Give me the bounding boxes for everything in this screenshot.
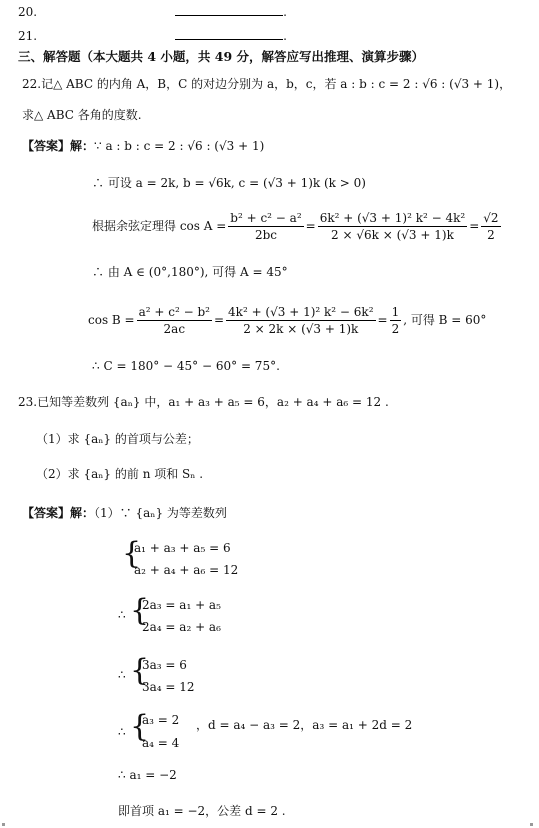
cosB-fraction-3 <box>390 305 402 336</box>
therefore-symbol: ∴ <box>118 725 126 739</box>
section-heading: 三、解答题（本大题共 4 小题，共 49 分，解答应写出推理、演算步骤） <box>18 49 425 64</box>
cosA-f2-den: 2 × √6k × (√3 + 1)k <box>331 227 454 242</box>
answer-blank-21 <box>175 28 283 40</box>
q22-angle-A: ∴ 由 A ∈ (0°,180°), 可得 A = 45° <box>92 265 288 279</box>
system1-eq1: a₁ + a₃ + a₅ = 6 <box>134 541 231 555</box>
system4-eq2: a₄ = 4 <box>142 736 180 750</box>
page-corner-mark <box>2 823 5 826</box>
cosB-prefix: cos B = <box>88 313 135 327</box>
system1-eq2: a₂ + a₄ + a₆ = 12 <box>134 563 239 577</box>
cosA-f3-num: √2 <box>483 210 499 225</box>
system4-eq1: a₃ = 2 <box>142 713 180 727</box>
q23-statement: 23.已知等差数列 {aₙ} 中，a₁ + a₃ + a₅ = 6，a₂ + a₄ + a₆ = 12 . <box>18 395 389 409</box>
answer-label: 【答案】解： <box>22 506 95 520</box>
q22-answer-line1 <box>22 138 264 154</box>
cosA-f3-den: 2 <box>487 227 495 242</box>
page-corner-mark <box>530 823 533 826</box>
cosA-fraction-2 <box>318 211 467 242</box>
question-21-number: 21. <box>18 29 38 43</box>
q22-cosB-equation: cos B = $\frac{\text{a² + c² − b²}}{2ac}$ = $\frac{\text{4k² + (√3 + 1)² k² − 6k²}}{2 \times 2k \times (√3 + 1)k}$ = $\frac{1}{2}$ , 可得 B = 60° <box>88 304 487 336</box>
q22-angle-C: ∴ C = 180° − 45° − 60° = 75°. <box>92 359 280 373</box>
cosA-f1-den: 2bc <box>254 227 277 242</box>
system-brace-1: { <box>122 536 142 571</box>
system2-eq2: 2a₄ = a₂ + a₆ <box>142 620 221 634</box>
question-20-line: 20. . <box>18 5 287 19</box>
question-21-line: 21. . <box>18 29 287 43</box>
cosB-fraction-1 <box>137 305 212 336</box>
cosB-f1-den: 2ac <box>163 321 186 336</box>
cosA-fraction-3 <box>481 211 500 242</box>
cosA-f1-num: b² + c² − a² <box>230 210 302 225</box>
q23-part-2: （2）求 {aₙ} 的前 n 项和 Sₙ . <box>36 467 204 481</box>
system4-suffix: ，d = a₄ − a₃ = 2，a₃ = a₁ + 2d = 2 <box>196 718 413 732</box>
system-brace-3: { <box>130 653 150 688</box>
q22-cosA-equation: 根据余弦定理得 cos A = $\frac{\text{b² + c² − a²}}{2bc}$ = $\frac{\text{6k² + (√3 + 1)² k² − 4k²}}{2 \times √6k \times (√3 + 1)k}$ = $\frac{√2}{2}$ <box>92 210 499 242</box>
q23-a1-result: ∴ a₁ = −2 <box>118 768 177 782</box>
system-brace-4: { <box>130 709 150 744</box>
therefore-symbol: ∴ <box>118 668 126 682</box>
q23-intro-text: （1）∵ {aₙ} 为等差数列 <box>94 506 227 520</box>
cosB-f3-num: 1 <box>391 304 400 319</box>
q22-statement-line2: 求△ ABC 各角的度数. <box>22 108 142 122</box>
therefore-symbol: ∴ <box>118 608 126 622</box>
q22-answer-substitution: ∴ 可设 a = 2k, b = √6k, c = (√3 + 1)k (k > 0) <box>92 176 366 190</box>
q23-part-1: （1）求 {aₙ} 的首项与公差； <box>36 432 199 446</box>
cosB-f1-num: a² + c² − b² <box>138 304 210 319</box>
q23-answer-intro <box>22 505 227 521</box>
q23-final-answer: 即首项 a₁ = −2，公差 d = 2 . <box>118 804 286 818</box>
answer-blank-20 <box>175 4 283 16</box>
cosB-suffix: , 可得 B = 60° <box>403 313 487 327</box>
answer-label: 【答案】解： <box>22 139 95 153</box>
system-brace-2: { <box>130 593 150 628</box>
cosB-f2-den: 2 × 2k × (√3 + 1)k <box>243 321 359 336</box>
system2-eq1: 2a₃ = a₁ + a₅ <box>142 598 221 612</box>
system3-eq2: 3a₄ = 12 <box>142 680 195 694</box>
q22-ratio: ∵ a : b : c = 2 : √6 : (√3 + 1) <box>94 139 265 153</box>
question-20-number: 20. <box>18 5 38 19</box>
cosA-f2-num: 6k² + (√3 + 1)² k² − 4k² <box>319 210 466 225</box>
cosB-fraction-2 <box>226 305 375 336</box>
cosB-f3-den: 2 <box>391 321 400 336</box>
cosB-f2-num: 4k² + (√3 + 1)² k² − 6k² <box>228 304 374 319</box>
q22-statement-line1: 22.记△ ABC 的内角 A，B，C 的对边分别为 a，b，c，若 a : b : c = 2 : √6 : (√3 + 1)， <box>22 77 512 91</box>
cosA-fraction-1 <box>228 211 303 242</box>
system3-eq1: 3a₃ = 6 <box>142 658 187 672</box>
cosA-prefix: 根据余弦定理得 cos A = <box>92 219 227 233</box>
